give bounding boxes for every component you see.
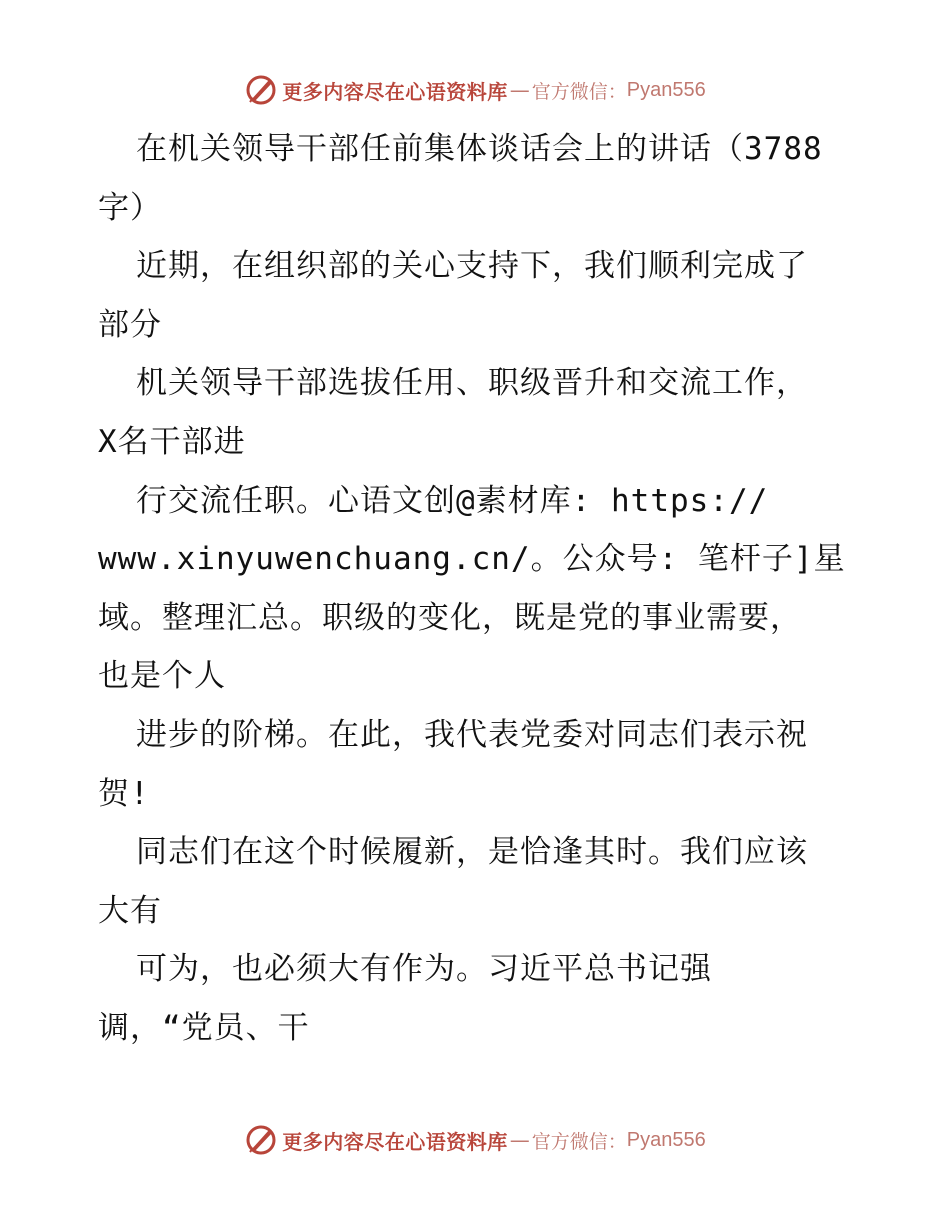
footer-wechat-id: Pyan556 bbox=[626, 1128, 706, 1151]
text-line: 行交流任职。心语文创@素材库: https:// bbox=[136, 482, 769, 519]
banner-tagline: 更多内容尽在心语资料库 bbox=[282, 79, 508, 104]
text-line: 机关领导干部选拔任用、职级晋升和交流工作， bbox=[136, 365, 808, 402]
text-line: 在机关领导干部任前集体谈话会上的讲话（3788 bbox=[136, 131, 823, 167]
quill-pen-logo-icon bbox=[244, 73, 278, 107]
document-body bbox=[98, 120, 868, 1058]
text-line: 可为，也必须大有作为。习近平总书记强 bbox=[136, 951, 712, 988]
text-line: X名干部进 bbox=[98, 423, 246, 460]
text-line: 部分 bbox=[98, 306, 162, 343]
text-line: 域。整理汇总。职级的变化，既是党的事业需要， bbox=[98, 599, 802, 636]
text-line: 大有 bbox=[98, 892, 162, 929]
text-line: 也是个人 bbox=[98, 658, 226, 695]
text-line: 近期，在组织部的关心支持下，我们顺利完成了 bbox=[136, 248, 808, 285]
text-line: 字） bbox=[98, 189, 162, 226]
text-line: 贺! bbox=[98, 775, 150, 812]
footer-banner bbox=[0, 1120, 950, 1160]
text-line: www.xinyuwenchuang.cn/。公众号: 笔杆子]星 bbox=[98, 541, 846, 578]
banner-dash: — bbox=[509, 78, 530, 102]
header-banner bbox=[0, 70, 950, 110]
banner-wechat-id: Pyan556 bbox=[626, 78, 706, 101]
text-line: 同志们在这个时候履新，是恰逢其时。我们应该 bbox=[136, 834, 808, 871]
banner-wechat-label: 官方微信： bbox=[531, 80, 627, 103]
text-line: 调，“党员、干 bbox=[98, 1009, 310, 1046]
footer-dash: — bbox=[509, 1128, 530, 1152]
footer-wechat-label: 官方微信： bbox=[531, 1130, 627, 1153]
quill-pen-logo-icon bbox=[244, 1123, 278, 1157]
text-line: 进步的阶梯。在此，我代表党委对同志们表示祝 bbox=[136, 716, 808, 753]
footer-tagline: 更多内容尽在心语资料库 bbox=[282, 1129, 508, 1154]
